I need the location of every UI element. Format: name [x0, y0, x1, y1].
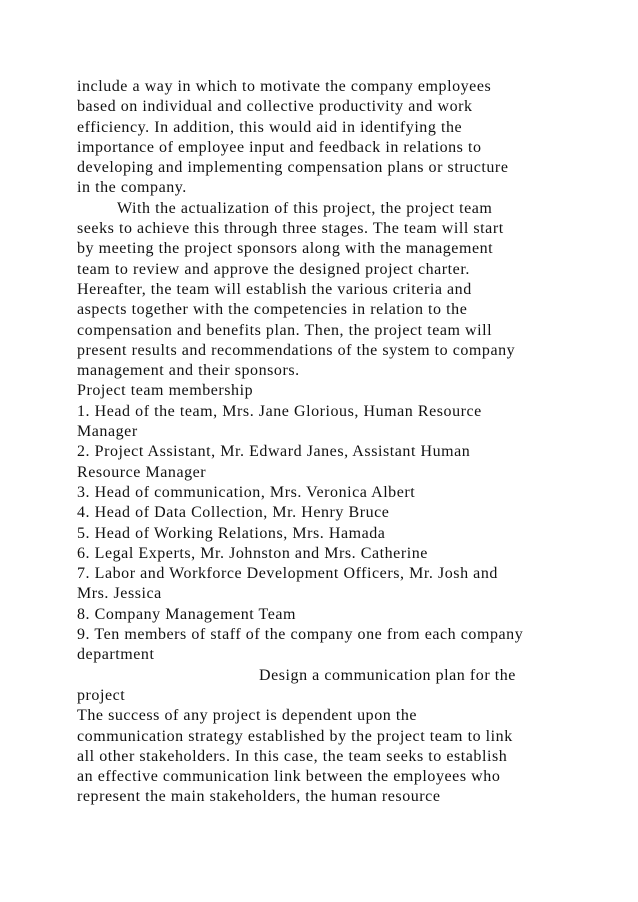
paragraph-project-stages: [77, 199, 617, 382]
membership-heading: Project team membership: [77, 382, 254, 400]
text-line: Hereafter, the team will establish the various criteria and: [77, 280, 472, 298]
membership-list-line: 5. Head of Working Relations, Mrs. Hamada: [77, 524, 386, 542]
text-line: compensation and benefits plan. Then, the project team will: [77, 321, 493, 339]
text-line: efficiency. In addition, this would aid in identifying the: [77, 118, 463, 136]
text-line: importance of employee input and feedback in relations to: [77, 138, 482, 156]
text-line: management and their sponsors.: [77, 362, 300, 380]
membership-list-line: 8. Company Management Team: [77, 605, 297, 623]
team-membership-section: [77, 381, 617, 665]
text-line: With the actualization of this project, the project team: [117, 199, 493, 217]
text-line: in the company.: [77, 179, 187, 197]
membership-list-line: Manager: [77, 423, 138, 441]
section-heading: Design a communication plan for the: [259, 666, 516, 684]
membership-list-line: Mrs. Jessica: [77, 585, 162, 603]
membership-list-line: 2. Project Assistant, Mr. Edward Janes, Assistant Human: [77, 443, 471, 461]
text-line: an effective communication link between the employees who: [77, 768, 501, 786]
section-heading-continued: project: [77, 686, 126, 704]
text-line: by meeting the project sponsors along with the management: [77, 240, 494, 258]
text-line: seeks to achieve this through three stages. The team will start: [77, 220, 504, 238]
membership-list-line: 4. Head of Data Collection, Mr. Henry Bruce: [77, 504, 390, 522]
text-line: The success of any project is dependent upon the: [77, 707, 418, 725]
membership-list-line: 3. Head of communication, Mrs. Veronica Albert: [77, 483, 416, 501]
communication-plan-section: [77, 666, 617, 808]
membership-list-line: 9. Ten members of staff of the company one from each company: [77, 626, 524, 644]
membership-list-line: department: [77, 646, 155, 664]
document-body: [77, 77, 617, 808]
membership-list-line: 7. Labor and Workforce Development Officers, Mr. Josh and: [77, 565, 498, 583]
membership-list-line: 1. Head of the team, Mrs. Jane Glorious, Human Resource: [77, 402, 482, 420]
text-line: present results and recommendations of the system to company: [77, 341, 516, 359]
text-line: aspects together with the competencies in relation to the: [77, 301, 468, 319]
paragraph-compensation-motivation: [77, 77, 617, 199]
membership-list-line: 6. Legal Experts, Mr. Johnston and Mrs. Catherine: [77, 544, 428, 562]
text-line: developing and implementing compensation plans or structure: [77, 159, 509, 177]
text-line: include a way in which to motivate the company employees: [77, 78, 492, 95]
text-line: based on individual and collective productivity and work: [77, 98, 473, 116]
text-line: all other stakeholders. In this case, the team seeks to establish: [77, 747, 508, 765]
text-line: represent the main stakeholders, the human resource: [77, 788, 441, 806]
membership-list-line: Resource Manager: [77, 463, 207, 481]
text-line: communication strategy established by the project team to link: [77, 727, 513, 745]
text-line: team to review and approve the designed project charter.: [77, 260, 470, 278]
